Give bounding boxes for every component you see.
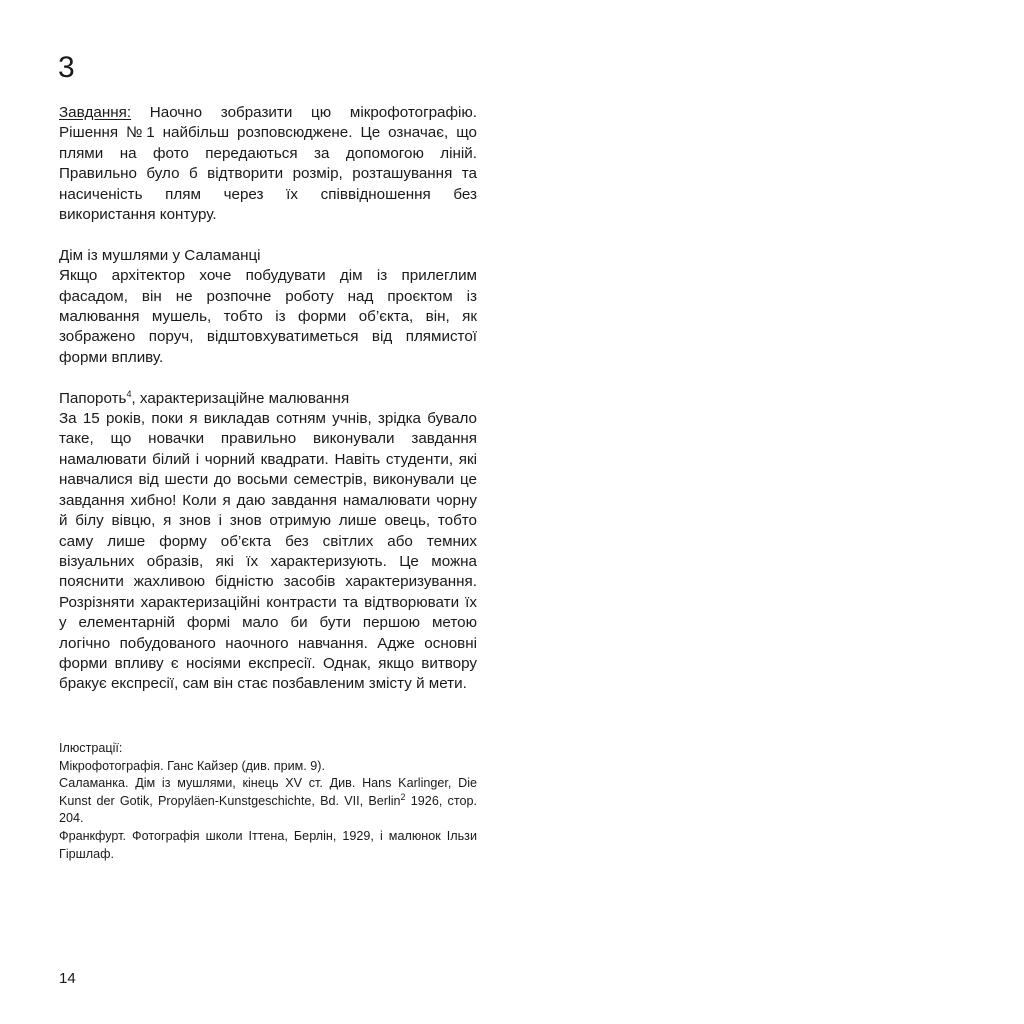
caption-item: Мікрофотографія. Ганс Кайзер (див. прим. 9). <box>59 758 325 773</box>
task-paragraph <box>59 103 477 225</box>
main-text <box>59 103 477 695</box>
caption-item: Франкфурт. Фотографія школи Іттена, Берлін, 1929, і малюнок Ільзи Гіршлаф. <box>59 828 477 861</box>
caption-item: Саламанка. Дім із мушлями, кінець XV ст. Див. Hans Karlinger, Die Kunst der Gotik, Propyläen-Kunstgeschichte, Bd. VII, Berlin$^2$ 1926, стор. 204. <box>59 776 477 826</box>
page-number: 14 <box>59 970 76 987</box>
illustrations-label: Ілюстрації: <box>59 741 123 755</box>
section-fern-heading: Папороть$^4$, характеризаційне малювання <box>59 388 350 407</box>
task-text: Наочно зобразити цю мікрофотографію. Рішення №1 найбільш розповсюджене. Це означає, що плями на фото передаються за допомогою ліній. Правильно було б відтворити розмір, розташування та насиченість плям через їх співвідношення без використання контуру. <box>59 104 477 224</box>
chapter-number: 3 <box>58 51 75 84</box>
section-fern-text: За 15 років, поки я викладав сотням учнів, зрідка бувало таке, що новачки правильно виконували завдання намалювати білий і чорний квадрати. Навіть студенти, які навчалися від шести до восьми семестрів, виконували це завдання хибно! Коли я даю завдання намалювати чорну й білу вівцю, я знов і знов отримую лише овець, тобто саму лише форму об’єкта без світлих або темних візуальних образів, які їх характеризують. Це можна пояснити жахливою бідністю засобів характеризування. Розрізняти характеризаційні контрасти та відтворювати їх у елементарній формі мало би бути першою метою логічно побудованого наочного навчання. Адже основні форми впливу є носіями експресії. Однак, якщо витвору бракує експресії, сам він стає позбавленим змісту й мети. <box>59 410 477 693</box>
section-house <box>59 246 477 368</box>
edition-sup: 2 <box>400 791 406 802</box>
footnote-ref: 4 <box>126 388 132 399</box>
task-label: Завдання: <box>59 104 132 121</box>
illustrations-captions <box>59 740 477 863</box>
section-fern <box>59 389 477 695</box>
section-house-heading: Дім із мушлями у Саламанці <box>59 246 261 264</box>
section-house-text: Якщо архітектор хоче побудувати дім із прилеглим фасадом, він не розпочне роботу над проєктом із малювання мушель, тобто із форми об’єкта, він, як зображено поруч, відштовхуватиметься від плямистої форми впливу. <box>59 267 477 366</box>
